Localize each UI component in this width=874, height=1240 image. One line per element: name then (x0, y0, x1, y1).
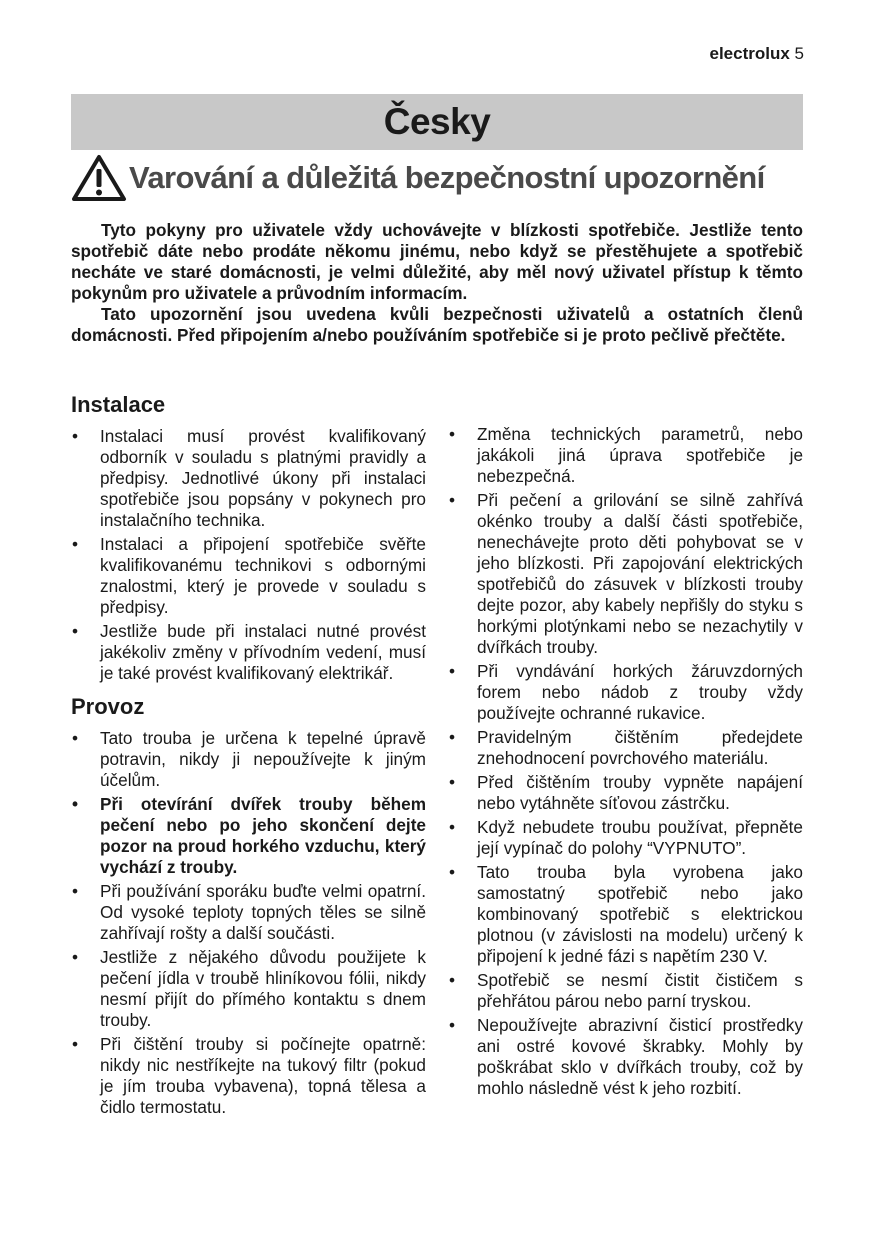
list-item: • Když nebudete troubu používat, přepněte její vypínač do polohy “VYPNUTO”. (448, 817, 803, 859)
list-item: • Spotřebič se nesmí čistit čističem s přehřátou párou nebo parní tryskou. (448, 970, 803, 1012)
left-column (71, 392, 426, 1121)
installation-list (71, 426, 426, 684)
intro-paragraph: Tyto pokyny pro uživatele vždy uchovávejte v blízkosti spotřebiče. Jestliže tento spotřebič dáte nebo prodáte někomu jinému, nebo když se přestěhujete a spotřebič necháte ve staré domácnosti, je velmi důležité, aby měl nový uživatel přístup k těmto pokynům pro uživatele a průvodním informacím. (71, 220, 803, 303)
list-item: • Při čištění trouby si počínejte opatrně: nikdy nic nestříkejte na tukový filtr (pokud je jím trouba vybavena), topná tělesa a čidlo termostatu. (71, 1034, 426, 1118)
list-item: • Instalaci musí provést kvalifikovaný odborník v souladu s platnými pravidly a předpisy. Jednotlivé úkony při instalaci spotřebiče jsou popsány v pokynech pro instalačního technika. (71, 426, 426, 531)
list-item: • Před čištěním trouby vypněte napájení nebo vytáhněte síťovou zástrčku. (448, 772, 803, 814)
continued-list (448, 424, 803, 1099)
language-title-bar (71, 94, 803, 150)
list-item: • Tato trouba byla vyrobena jako samostatný spotřebič nebo jako kombinovaný spotřebič s elektrickou plotnou (v závislosti na modelu) určený k připojení k jedné fázi s napětím 230 V. (448, 862, 803, 967)
list-item-emphasized: • Při otevírání dvířek trouby během pečení nebo po jeho skončení dejte pozor na proud horkého vzduchu, který vychází z trouby. (71, 794, 426, 878)
list-item: • Změna technických parametrů, nebo jakákoli jiná úprava spotřebiče je nebezpečná. (448, 424, 803, 487)
list-item: • Nepoužívejte abrazivní čisticí prostředky ani ostré kovové škrabky. Mohly by poškrábat sklo v dvířkách trouby, což by mohlo následně vést k jeho rozbití. (448, 1015, 803, 1099)
list-item: • Jestliže bude při instalaci nutné provést jakékoliv změny v přívodním vedení, musí je také provést kvalifikovaný elektrikář. (71, 621, 426, 684)
list-item: • Při vyndávání horkých žáruvzdorných forem nebo nádob z trouby vždy používejte ochranné rukavice. (448, 661, 803, 724)
brand-name: electrolux (709, 44, 790, 63)
warning-triangle-icon (71, 154, 127, 202)
section-title-operation: Provoz (71, 694, 145, 719)
page-header (709, 44, 804, 64)
intro-text (71, 220, 803, 346)
page-number: 5 (794, 44, 804, 63)
list-item: • Při používání sporáku buďte velmi opatrní. Od vysoké teploty topných těles se silně zahřívají rošty a další součásti. (71, 881, 426, 944)
list-item: • Při pečení a grilování se silně zahřívá okénko trouby a další části spotřebiče, nenechávejte proto děti pohybovat se v jeho blízkosti. Při zapojování elektrických spotřebičů do zásuvek v blízkosti trouby dejte pozor, aby kabely nepřišly do styku s horkými plotýnkami nebo se nezachytily v dvířkách trouby. (448, 490, 803, 658)
section-title-installation: Instalace (71, 392, 166, 417)
operation-list (71, 728, 426, 1118)
list-item: • Instalaci a připojení spotřebiče svěřte kvalifikovanému technikovi s odbornými znalostmi, který je provede v souladu s předpisy. (71, 534, 426, 618)
intro-paragraph: Tato upozornění jsou uvedena kvůli bezpečnosti uživatelů a ostatních členů domácnosti. Před připojením a/nebo používáním spotřebiče si je proto pečlivě přečtěte. (71, 304, 803, 345)
warning-heading (71, 153, 811, 203)
list-item: • Jestliže z nějakého důvodu použijete k pečení jídla v troubě hliníkovou fólii, nikdy nesmí přijít do přímého kontaktu s dnem trouby. (71, 947, 426, 1031)
language-title: Česky (383, 101, 491, 142)
list-item: • Tato trouba je určena k tepelné úpravě potravin, nikdy ji nepoužívejte k jiným účelům. (71, 728, 426, 791)
right-column (448, 424, 803, 1102)
warning-title: Varování a důležitá bezpečnostní upozornění (129, 160, 765, 195)
list-item: • Pravidelným čištěním předejdete znehodnocení povrchového materiálu. (448, 727, 803, 769)
